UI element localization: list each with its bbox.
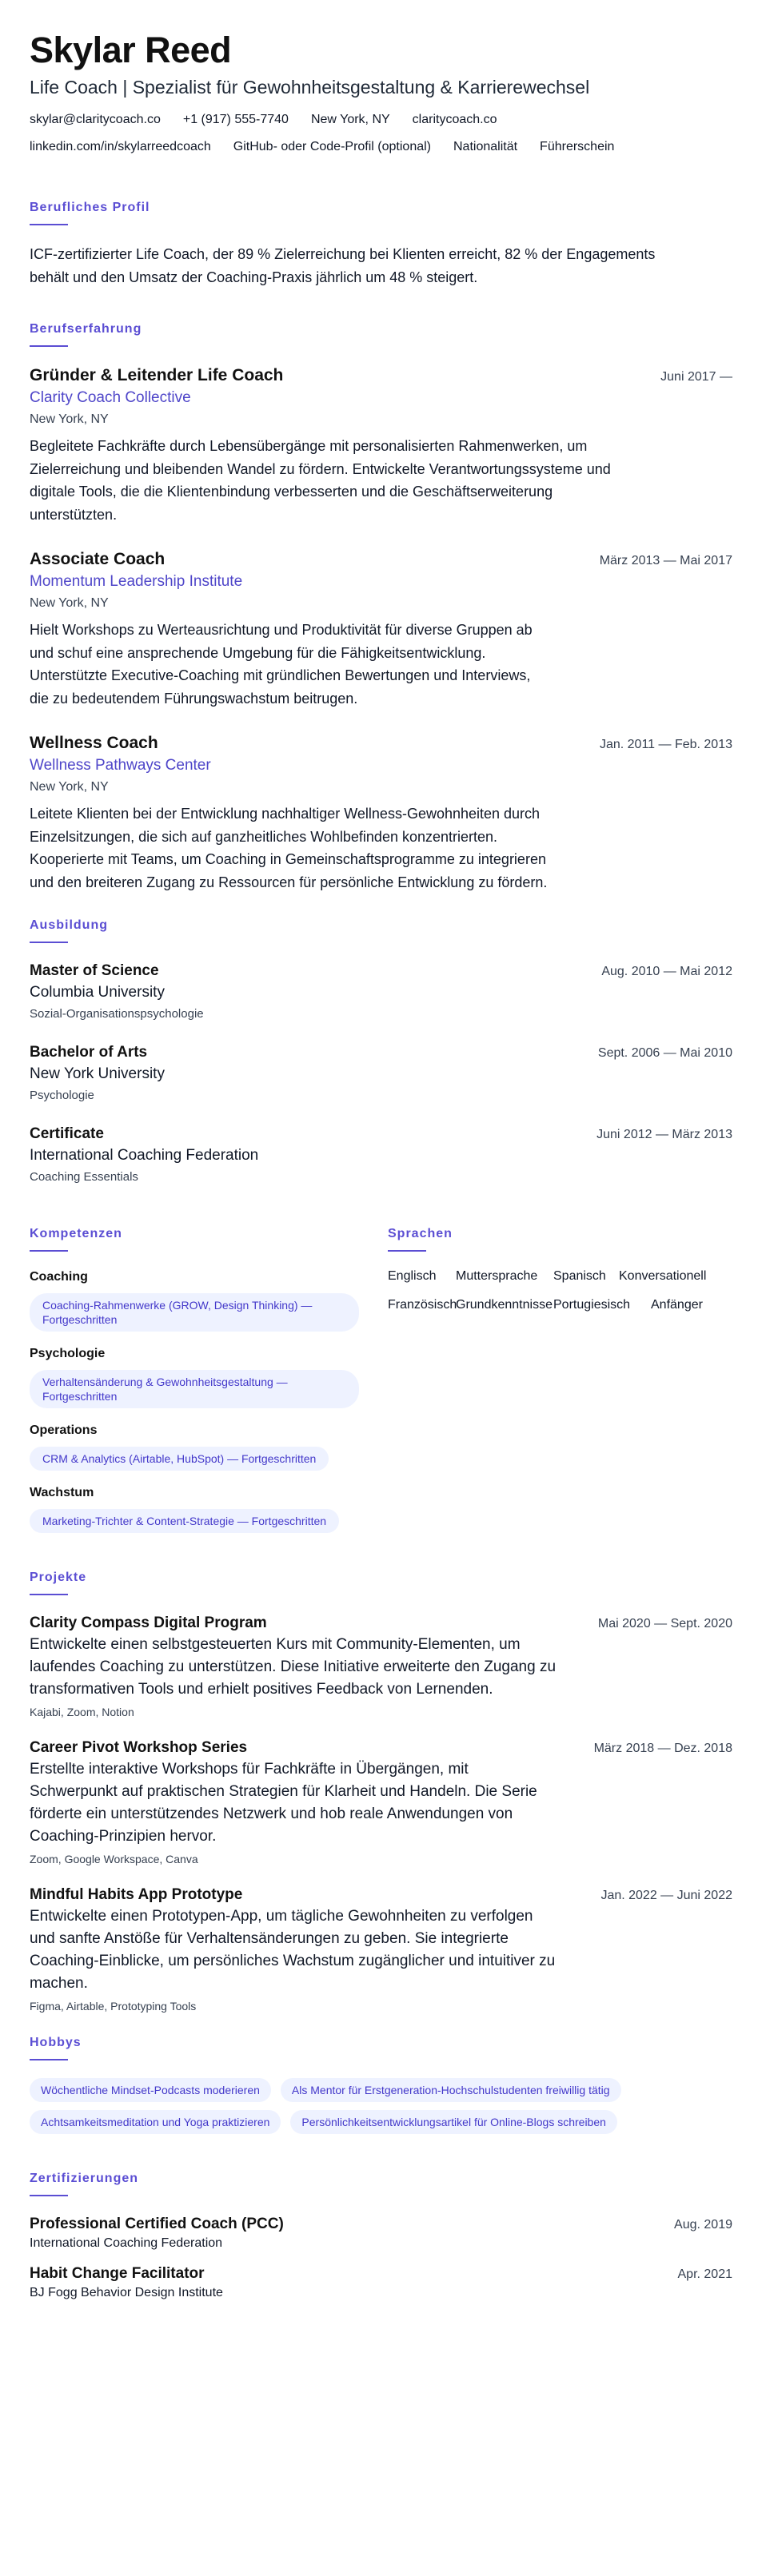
contact-website[interactable]: claritycoach.co xyxy=(412,113,497,126)
certification-date: Aug. 2019 xyxy=(674,2218,732,2232)
contact-license: Führerschein xyxy=(540,140,615,153)
project-dates: Jan. 2022 — Juni 2022 xyxy=(600,1889,732,1902)
job-location: New York, NY xyxy=(30,412,109,426)
hobby-pill: Als Mentor für Erstgeneration-Hochschulstudenten freiwillig tätig xyxy=(281,2078,621,2102)
skill-group xyxy=(30,1485,388,1533)
certification-name: Professional Certified Coach (PCC) xyxy=(30,2216,284,2232)
company-name: Clarity Coach Collective xyxy=(30,389,191,406)
project-description: Entwickelte einen selbstgesteuerten Kurs mit Community-Elementen, um laufendes Coaching zu unterstützen. Diese Initiative erweiterte den Zugang zu transformativen Tools und erhielt positives Feedback von Lernenden. xyxy=(30,1636,557,1698)
project-tech: Figma, Airtable, Prototyping Tools xyxy=(30,2000,197,2013)
skill-pill: CRM & Analytics (Airtable, HubSpot) — Fortgeschritten xyxy=(30,1447,329,1471)
education-entry xyxy=(30,1042,732,1105)
company-name: Wellness Pathways Center xyxy=(30,757,211,774)
section-title-experience: Berufserfahrung xyxy=(30,322,142,336)
skills-languages-section xyxy=(30,1205,732,1547)
language-name: Spanisch xyxy=(553,1269,606,1283)
experience-section xyxy=(30,321,732,894)
field-of-study: Coaching Essentials xyxy=(30,1170,138,1184)
contact-info xyxy=(30,112,732,139)
skill-category: Psychologie xyxy=(30,1347,106,1360)
section-title-profile: Berufliches Profil xyxy=(30,201,150,214)
section-title-projects: Projekte xyxy=(30,1571,87,1584)
education-dates: Sept. 2006 — Mai 2010 xyxy=(597,1046,732,1060)
job-title: Wellness Coach xyxy=(30,734,158,752)
candidate-headline: Life Coach | Spezialist für Gewohnheitsgestaltung & Karrierewechsel xyxy=(30,77,590,98)
section-title-hobbies: Hobbys xyxy=(30,2036,82,2049)
skill-category: Operations xyxy=(30,1423,98,1437)
project-tech: Kajabi, Zoom, Notion xyxy=(30,1706,134,1718)
contact-info-secondary xyxy=(30,139,732,166)
certification-name: Habit Change Facilitator xyxy=(30,2265,205,2282)
certification-issuer: BJ Fogg Behavior Design Institute xyxy=(30,2286,223,2299)
field-of-study: Sozial-Organisationspsychologie xyxy=(30,1007,204,1021)
projects-section xyxy=(30,1570,732,2014)
job-title: Gründer & Leitender Life Coach xyxy=(30,366,284,384)
skills-column xyxy=(30,1205,388,1547)
section-divider xyxy=(30,942,68,943)
language-level: Muttersprache xyxy=(456,1269,538,1283)
company-name: Momentum Leadership Institute xyxy=(30,573,243,590)
section-divider xyxy=(30,1594,68,1595)
resume-header xyxy=(30,29,732,166)
section-title-education: Ausbildung xyxy=(30,918,108,932)
project-entry xyxy=(30,1738,732,1867)
degree: Master of Science xyxy=(30,962,159,979)
section-divider xyxy=(30,2195,68,2196)
skill-category: Coaching xyxy=(30,1270,88,1284)
project-entry xyxy=(30,1885,732,2014)
job-description: Leitete Klienten bei der Entwicklung nachhaltiger Wellness-Gewohnheiten durch Einzelsitzungen, die sich auf ganzheitliches Wohlbefinden konzentrierten. Kooperierte mit Teams, um Coaching in Gemeinschaftsprogramme zu integrieren und den breiteren Zugang zu Ressourcen für persönliche Entwicklung zu fördern. xyxy=(30,806,548,890)
contact-email[interactable]: skylar@claritycoach.co xyxy=(30,113,161,126)
section-divider xyxy=(388,1250,426,1252)
section-divider xyxy=(30,1250,68,1252)
section-divider xyxy=(30,224,68,225)
project-name: Clarity Compass Digital Program xyxy=(30,1614,267,1631)
section-divider xyxy=(30,2059,68,2060)
education-dates: Juni 2012 — März 2013 xyxy=(596,1128,732,1141)
section-title-languages: Sprachen xyxy=(388,1227,453,1240)
job-description: Begleitete Fachkräfte durch Lebensübergänge mit personalisierten Rahmenwerken, um Zielerreichung und bleibenden Wandel zu fördern. Entwickelte Verantwortungssysteme und digitale Tools, die die Klientenbindung verbesserten und die Geschäftserweiterung unterstützten. xyxy=(30,438,611,523)
contact-linkedin[interactable]: linkedin.com/in/skylarreedcoach xyxy=(30,140,211,153)
language-name: Portugiesisch xyxy=(553,1298,631,1312)
contact-location: New York, NY xyxy=(310,113,390,126)
skill-group xyxy=(30,1269,388,1332)
project-description: Entwickelte einen Prototypen-App, um tägliche Gewohnheiten zu verfolgen und sanfte Anstöße für Verhaltensänderungen zu geben. Sie integrierte Coaching-Einblicke, um persönliches Wachstum zugänglicher und intuitiver zu machen. xyxy=(30,1908,556,1992)
experience-entry xyxy=(30,548,732,710)
project-description: Erstellte interaktive Workshops für Fachkräfte in Übergängen, mit Schwerpunkt auf praktischen Strategien für Klarheit und Handeln. Die Serie förderte ein unterstützendes Netzwerk und hob reale Anwendungen von Coaching-Prinzipien hervor. xyxy=(30,1761,537,1845)
profile-section xyxy=(30,200,732,289)
language-level: Grundkenntnisse xyxy=(456,1298,553,1312)
contact-nationality: Nationalität xyxy=(453,140,518,153)
experience-entry xyxy=(30,364,732,526)
school-name: International Coaching Federation xyxy=(30,1147,259,1164)
skill-pill: Verhaltensänderung & Gewohnheitsgestaltung — Fortgeschritten xyxy=(30,1370,359,1408)
hobby-pill: Wöchentliche Mindset-Podcasts moderieren xyxy=(30,2078,271,2102)
language-name: Französisch xyxy=(388,1298,457,1312)
skill-category: Wachstum xyxy=(30,1486,94,1499)
degree: Bachelor of Arts xyxy=(30,1044,148,1061)
degree: Certificate xyxy=(30,1125,104,1142)
certification-entry xyxy=(30,2263,732,2302)
section-title-certifications: Zertifizierungen xyxy=(30,2172,139,2185)
job-location: New York, NY xyxy=(30,780,109,794)
hobby-pill: Persönlichkeitsentwicklungsartikel für Online-Blogs schreiben xyxy=(290,2110,617,2134)
profile-summary: ICF-zertifizierter Life Coach, der 89 % Zielerreichung bei Klienten erreicht, 82 % der Engagements behält und den Umsatz der Coaching-Praxis jährlich um 48 % steigert. xyxy=(30,246,656,285)
job-dates: Juni 2017 — xyxy=(660,370,732,384)
contact-github[interactable]: GitHub- oder Code-Profil (optional) xyxy=(233,140,431,153)
skill-pill: Coaching-Rahmenwerke (GROW, Design Thinking) — Fortgeschritten xyxy=(30,1293,359,1332)
job-dates: März 2013 — Mai 2017 xyxy=(599,554,732,567)
language-level: Konversationell xyxy=(619,1269,707,1283)
project-dates: März 2018 — Dez. 2018 xyxy=(593,1742,732,1755)
language-name: Englisch xyxy=(388,1269,437,1283)
certifications-section xyxy=(30,2171,732,2302)
education-entry xyxy=(30,1124,732,1186)
field-of-study: Psychologie xyxy=(30,1089,94,1102)
job-location: New York, NY xyxy=(30,596,109,610)
certification-date: Apr. 2021 xyxy=(677,2267,732,2281)
project-name: Mindful Habits App Prototype xyxy=(30,1886,243,1903)
job-description: Hielt Workshops zu Werteausrichtung und Produktivität für diverse Gruppen ab und schuf eine ansprechende Umgebung für die Fähigkeitsentwicklung. Unterstützte Executive-Coaching mit gründlichen Bewertungen und Interviews, die zu bedeutendem Führungswachstum beitrugen. xyxy=(30,622,533,707)
hobby-pill: Achtsamkeitsmeditation und Yoga praktizieren xyxy=(30,2110,281,2134)
hobbies-section xyxy=(30,2035,732,2142)
education-entry xyxy=(30,961,732,1023)
language-level: Anfänger xyxy=(651,1298,703,1312)
project-name: Career Pivot Workshop Series xyxy=(30,1739,248,1756)
education-dates: Aug. 2010 — Mai 2012 xyxy=(601,965,732,978)
job-dates: Jan. 2011 — Feb. 2013 xyxy=(599,738,732,751)
experience-entry xyxy=(30,732,732,894)
project-dates: Mai 2020 — Sept. 2020 xyxy=(597,1617,732,1630)
candidate-name: Skylar Reed xyxy=(30,30,232,70)
certification-issuer: International Coaching Federation xyxy=(30,2236,223,2250)
certification-entry xyxy=(30,2214,732,2252)
contact-phone[interactable]: +1 (917) 555-7740 xyxy=(182,113,289,126)
school-name: New York University xyxy=(30,1065,165,1082)
languages-column xyxy=(388,1205,724,1547)
languages-list xyxy=(388,1269,724,1312)
skill-pill: Marketing-Trichter & Content-Strategie — Fortgeschritten xyxy=(30,1509,339,1533)
section-title-skills: Kompetenzen xyxy=(30,1227,122,1240)
section-divider xyxy=(30,345,68,347)
hobbies-list xyxy=(30,2078,717,2142)
project-entry xyxy=(30,1613,732,1720)
job-title: Associate Coach xyxy=(30,550,166,568)
school-name: Columbia University xyxy=(30,984,165,1001)
skill-group xyxy=(30,1346,388,1408)
project-tech: Zoom, Google Workspace, Canva xyxy=(30,1853,198,1865)
education-section xyxy=(30,918,732,1186)
skill-group xyxy=(30,1423,388,1471)
